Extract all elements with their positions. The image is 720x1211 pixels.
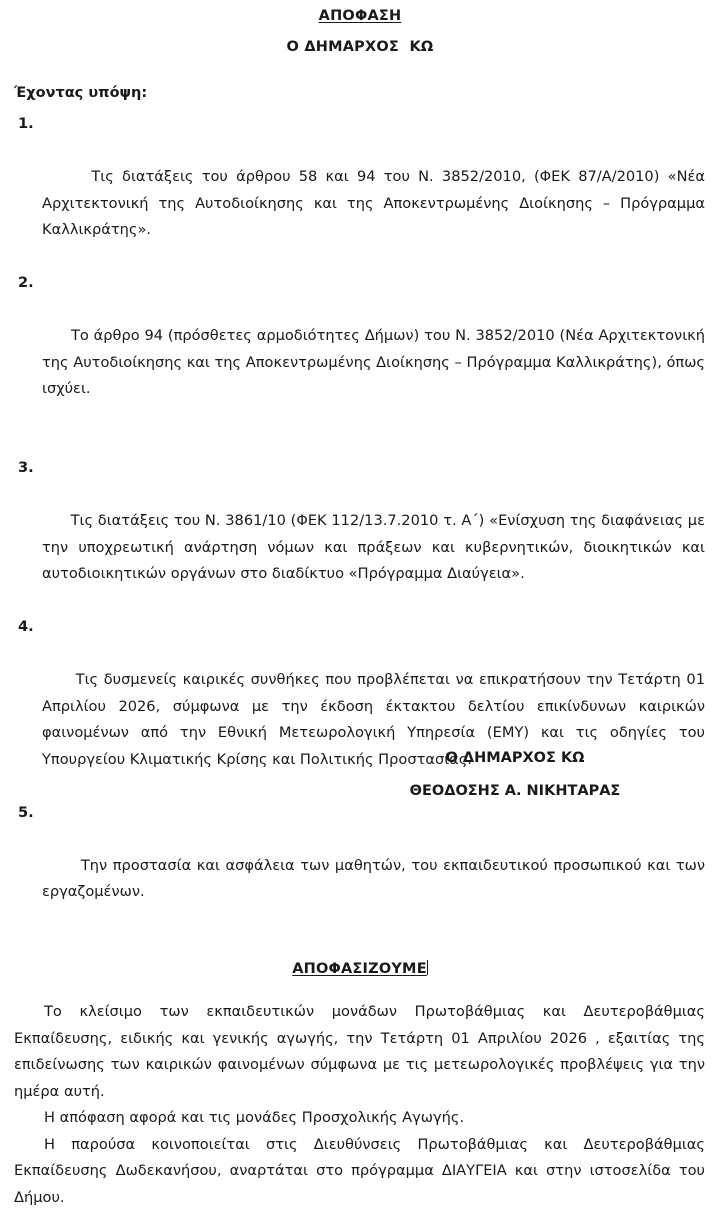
decide-heading-wrapper <box>0 958 720 977</box>
clause-text: Τις διατάξεις του Ν. 3861/10 (ΦΕΚ 112/13.7.2010 τ. Α΄) «Ενίσχυση της διαφάνειας με την υποχρεωτική ανάρτηση νόμων και πράξεων και κυβερνητικών, διοικητικών και αυτοδιοικητικών οργάνων στο διαδίκτυο «Πρόγραμμα Διαύγεια». <box>42 512 710 582</box>
clause-number: 5. <box>18 800 34 827</box>
clause-number: 3. <box>18 455 34 482</box>
body-paragraph: Η παρούσα κοινοποιείται στις Διευθύνσεις Πρωτοβάθμιας και Δευτεροβάθμιας Εκπαίδευσης Δωδεκανήσου, αναρτάται στο πρόγραμμα ΔΙΑΥΓΕΙΑ και στην ιστοσελίδα του Δήμου. <box>14 1132 705 1211</box>
page-title-text: ΑΠΟΦΑΣΗ <box>319 8 402 24</box>
clause-text: Τις διατάξεις του άρθρου 58 και 94 του Ν. 3852/2010, (ΦΕΚ 87/Α/2010) «Νέα Αρχιτεκτονική της Αυτοδιοίκησης και της Αποκεντρωμένης Διοίκησης – Πρόγραμμα Καλλικράτης». <box>42 168 710 238</box>
decide-heading: ΑΠΟΦΑΣΙΖΟΥΜΕ <box>292 961 427 977</box>
signature-role: Ο ΔΗΜΑΡΧΟΣ ΚΩ <box>390 750 640 766</box>
text-cursor-caret <box>427 960 428 975</box>
clause-text: Τις δυσμενείς καιρικές συνθήκες που προβλέπεται να επικρατήσουν την Τετάρτη 01 Απριλίου 2026, σύμφωνα με την έκδοση έκτακτου δελτίου επικίνδυνων καιρικών φαινομένων από την Εθνική Μετεωρολογική Υπηρεσία (ΕΜΥ) και τις οδηγίες του Υπουργείου Κλιματικής Κρίσης και Πολιτικής Προστασίας. <box>42 671 710 768</box>
clause-list <box>0 111 720 932</box>
signature-name: ΘΕΟΔΟΣΗΣ Α. ΝΙΚΗΤΑΡΑΣ <box>390 783 640 799</box>
clause-number: 2. <box>18 270 34 297</box>
clause-number: 1. <box>18 111 34 138</box>
list-item <box>0 270 720 429</box>
page-title <box>0 8 720 24</box>
list-item <box>0 111 720 270</box>
preamble-heading: Έχοντας υπόψη: <box>14 85 720 101</box>
body-paragraph: Το κλείσιμο των εκπαιδευτικών μονάδων Πρωτοβάθμιας και Δευτεροβάθμιας Εκπαίδευσης, ειδικής και γενικής αγωγής, την Τετάρτη 01 Απριλίου 2026 , εξαιτίας της επιδείνωσης των καιρικών φαινομένων σύμφωνα με τις μετεωρολογικές προβλέψεις για την ημέρα αυτή. <box>14 999 705 1105</box>
clause-number: 4. <box>18 614 34 641</box>
list-item <box>0 800 720 933</box>
clause-text: Το άρθρο 94 (πρόσθετες αρμοδιότητες Δήμων) του Ν. 3852/2010 (Νέα Αρχιτεκτονική της Αυτοδιοίκησης και της Αποκεντρωμένης Διοίκησης – Πρόγραμμα Καλλικράτης), όπως ισχύει. <box>42 327 710 397</box>
list-item <box>0 455 720 614</box>
document-page <box>0 8 720 819</box>
clause-text: Την προστασία και ασφάλεια των μαθητών, του εκπαιδευτικού προσωπικού και των εργαζομένων. <box>42 857 710 901</box>
body-paragraph: Η απόφαση αφορά και τις μονάδες Προσχολικής Αγωγής. <box>14 1105 705 1132</box>
document-subtitle: Ο ΔΗΜΑΡΧΟΣ ΚΩ <box>0 39 720 55</box>
list-item <box>0 614 720 800</box>
